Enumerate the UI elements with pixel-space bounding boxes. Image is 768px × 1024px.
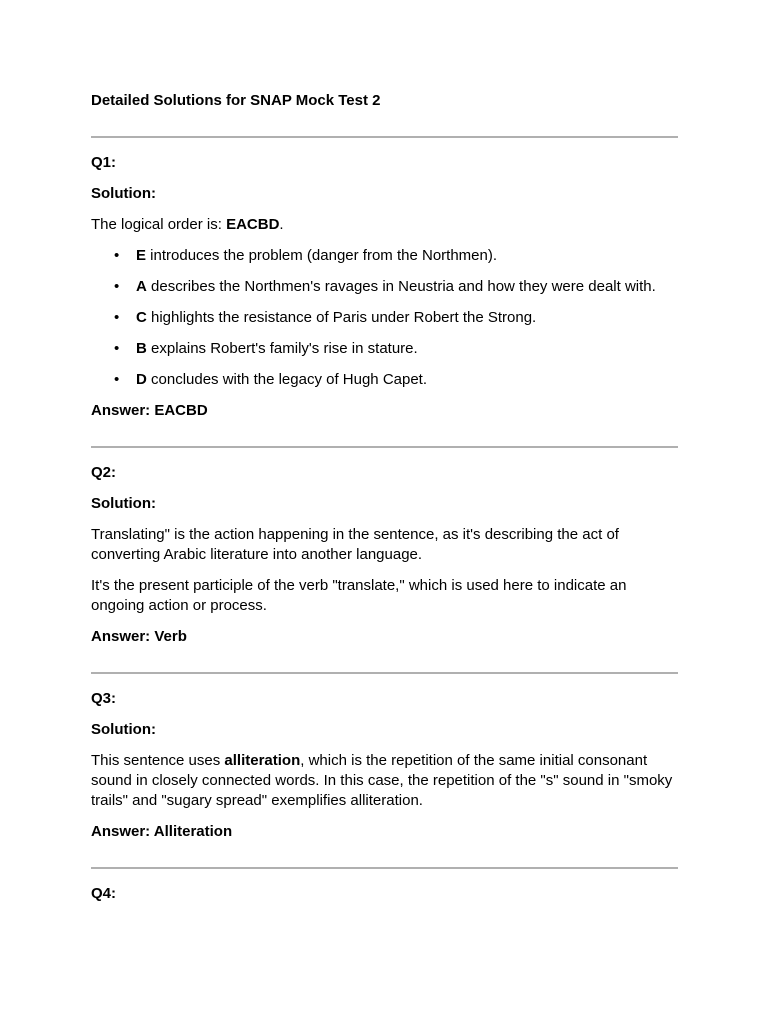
section-divider (91, 672, 678, 674)
section-divider (91, 136, 678, 138)
question-1-label: Q1: (91, 154, 117, 171)
question-1-intro (91, 215, 678, 235)
question-2-paragraph-2: It's the present participle of the verb "translate," which is used here to indicate an ongoing action or process. (91, 577, 627, 614)
question-2-label: Q2: (91, 464, 117, 481)
question-3-para-term: alliteration (224, 752, 301, 769)
question-2-answer: Answer: Verb (91, 628, 187, 645)
question-1-answer: Answer: EACBD (91, 402, 208, 419)
question-1-solution-label: Solution: (91, 185, 156, 202)
question-1-intro-order: EACBD (226, 216, 280, 233)
section-divider (91, 446, 678, 448)
bullet-text: explains Robert's family's rise in stature. (146, 340, 418, 357)
question-3-paragraph (91, 751, 678, 811)
question-4-label: Q4: (91, 885, 117, 902)
bullet-key: C (136, 309, 147, 326)
question-1-section (91, 153, 678, 421)
question-2-solution-label: Solution: (91, 495, 156, 512)
document-page (91, 91, 678, 915)
question-2-paragraph-1: Translating" is the action happening in the sentence, as it's describing the act of converting Arabic literature into another language. (91, 526, 619, 563)
bullet-text: concludes with the legacy of Hugh Capet. (146, 371, 428, 388)
bullet-key: B (136, 340, 147, 357)
list-item (136, 339, 678, 359)
bullet-text: describes the Northmen's ravages in Neustria and how they were dealt with. (146, 278, 656, 295)
bullet-text: introduces the problem (danger from the Northmen). (146, 247, 498, 264)
list-item (136, 370, 678, 390)
question-3-solution-label: Solution: (91, 721, 156, 738)
bullet-text: highlights the resistance of Paris under Robert the Strong. (146, 309, 537, 326)
bullet-key: E (136, 247, 147, 264)
question-1-intro-end: . (279, 216, 284, 233)
question-3-answer: Answer: Alliteration (91, 823, 233, 840)
question-3-para-start: This sentence uses (91, 752, 225, 769)
list-item (136, 277, 678, 297)
question-4-section (91, 884, 678, 904)
document-title: Detailed Solutions for SNAP Mock Test 2 (91, 92, 381, 109)
section-divider (91, 867, 678, 869)
question-3-section (91, 689, 678, 842)
question-2-section (91, 463, 678, 647)
bullet-key: D (136, 371, 147, 388)
list-item (136, 308, 678, 328)
question-3-label: Q3: (91, 690, 117, 707)
question-1-bullet-list (91, 246, 678, 390)
question-1-intro-text: The logical order is: (91, 216, 227, 233)
bullet-key: A (136, 278, 147, 295)
question-3-para-end: , which is the repetition of the same initial consonant sound in closely connected words. In this case, the repetition of the "s" sound in "smoky trails" and "sugary spread" exemplifies alliteration. (91, 752, 673, 809)
list-item (136, 246, 678, 266)
